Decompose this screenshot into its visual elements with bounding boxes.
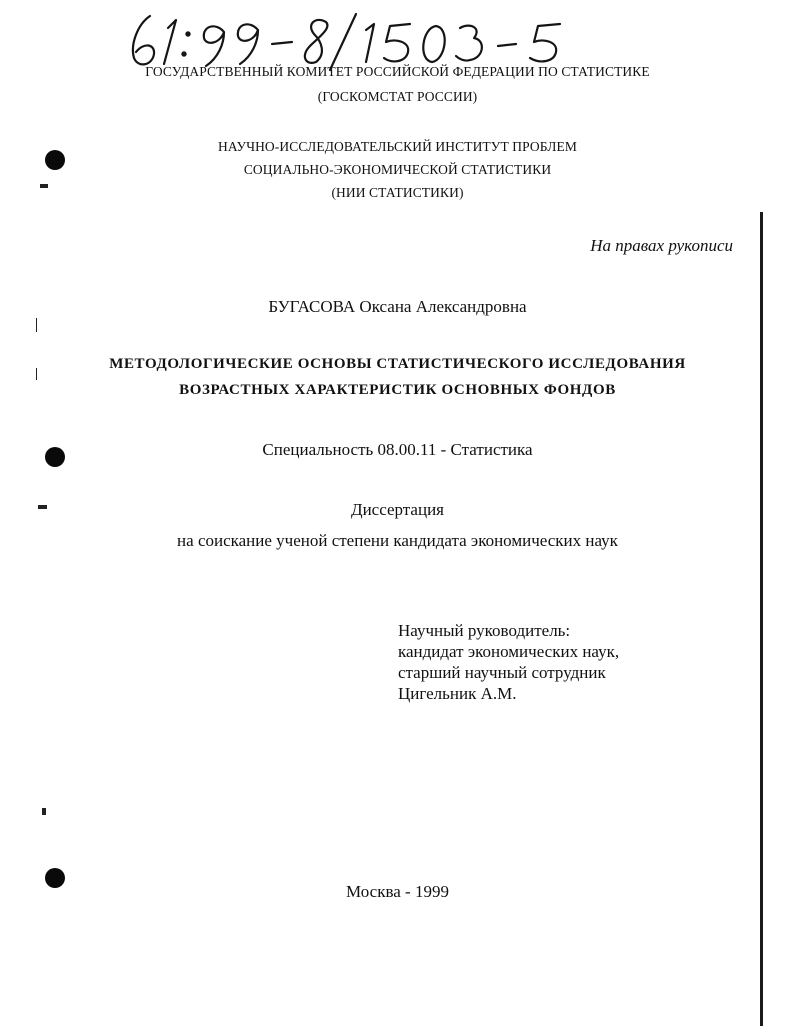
scan-speck — [42, 808, 46, 815]
author-name: БУГАСОВА Оксана Александровна — [268, 297, 527, 316]
handwritten-archive-number — [120, 10, 590, 72]
advisor-label: Научный руководитель: — [398, 621, 571, 640]
scan-speck — [36, 368, 37, 380]
scan-speck — [36, 318, 37, 332]
rights-note: На правах рукописи — [590, 236, 733, 255]
punch-hole — [45, 868, 65, 888]
advisor-position: старший научный сотрудник — [398, 663, 606, 682]
institute-line-1: НАУЧНО-ИССЛЕДОВАТЕЛЬСКИЙ ИНСТИТУТ ПРОБЛЕМ — [218, 139, 577, 154]
punch-hole — [45, 447, 65, 467]
degree-sought: на соискание ученой степени кандидата экономических наук — [177, 531, 618, 550]
scan-speck — [40, 184, 48, 188]
city-year: Москва - 1999 — [346, 882, 449, 901]
advisor-degree: кандидат экономических наук, — [398, 642, 620, 661]
thesis-title-line-2: ВОЗРАСТНЫХ ХАРАКТЕРИСТИК ОСНОВНЫХ ФОНДОВ — [179, 382, 616, 398]
punch-hole — [45, 150, 65, 170]
thesis-title-line-1: МЕТОДОЛОГИЧЕСКИЕ ОСНОВЫ СТАТИСТИЧЕСКОГО ИССЛЕДОВАНИЯ — [109, 356, 686, 372]
organization-line-2: (ГОСКОМСТАТ РОССИИ) — [317, 89, 478, 104]
work-type: Диссертация — [350, 500, 444, 519]
organization-line-1: ГОСУДАРСТВЕННЫЙ КОМИТЕТ РОССИЙСКОЙ ФЕДЕРАЦИИ ПО СТАТИСТИКЕ — [145, 64, 650, 79]
advisor-name: Цигельник А.М. — [398, 684, 517, 703]
scan-edge-line — [760, 212, 763, 1026]
scan-speck — [38, 505, 47, 509]
institute-line-2: СОЦИАЛЬНО-ЭКОНОМИЧЕСКОЙ СТАТИСТИКИ — [243, 162, 552, 177]
institute-line-3: (НИИ СТАТИСТИКИ) — [331, 185, 464, 200]
specialty: Специальность 08.00.11 - Статистика — [262, 440, 533, 459]
advisor-block — [398, 620, 619, 704]
